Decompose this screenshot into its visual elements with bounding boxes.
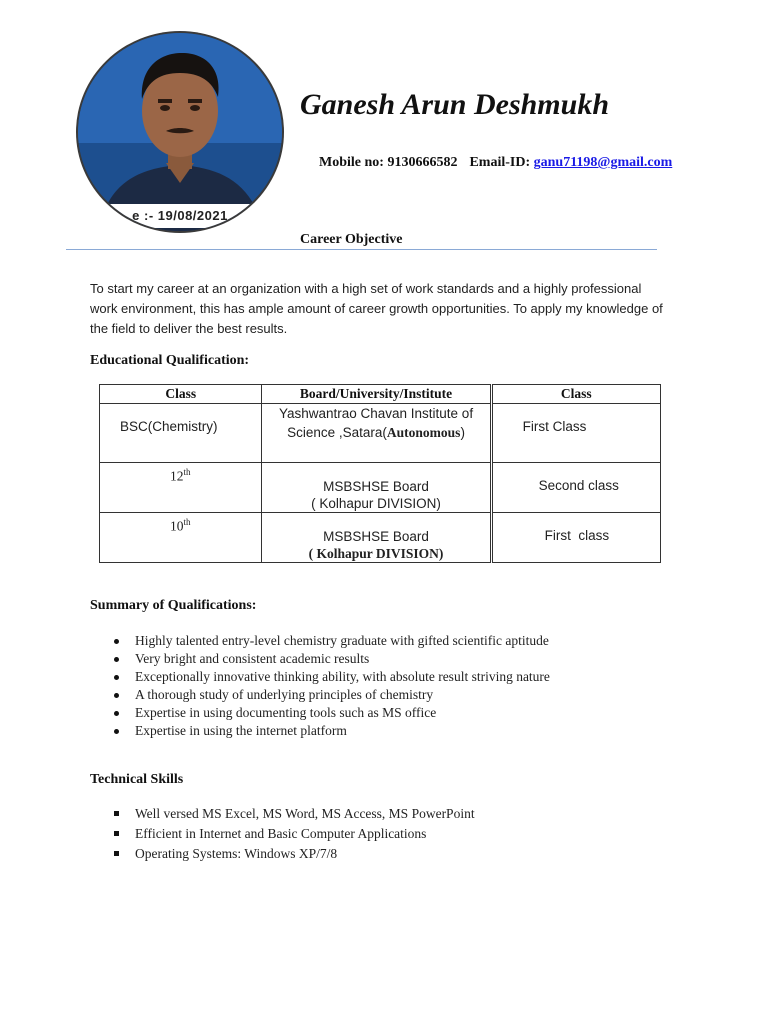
board-text: ) <box>460 425 465 440</box>
table-cell-class <box>100 513 262 563</box>
class-number: 12 <box>170 468 184 484</box>
square-bullet-icon <box>114 831 119 836</box>
list-item-text: Expertise in using the internet platform <box>135 723 347 738</box>
summary-heading: Summary of Qualifications: <box>90 598 257 613</box>
board-line: MSBSHSE Board <box>323 479 429 494</box>
result-value: Second class <box>538 478 619 493</box>
mobile-value: 9130666582 <box>387 155 458 170</box>
bullet-icon <box>114 657 119 662</box>
list-item <box>0 686 700 704</box>
table-cell-board <box>262 404 491 463</box>
person-photo-illustration <box>78 33 282 231</box>
list-item-text: Operating Systems: Windows XP/7/8 <box>135 846 338 861</box>
board-bold-text: Autonomous <box>386 425 461 440</box>
square-bullet-icon <box>114 811 119 816</box>
list-item <box>0 844 700 864</box>
board-text: Science ,Satara( <box>287 425 387 440</box>
table-cell-board <box>262 463 491 513</box>
technical-skills-list <box>0 804 700 864</box>
technical-skills-heading: Technical Skills <box>90 772 184 787</box>
bullet-icon <box>114 675 119 680</box>
table-cell-result <box>491 513 660 563</box>
list-item-text: Highly talented entry-level chemistry graduate with gifted scientific aptitude <box>135 633 549 648</box>
bullet-icon <box>114 639 119 644</box>
column-header: Class <box>491 385 660 404</box>
list-item <box>0 704 700 722</box>
class-value: BSC(Chemistry) <box>120 419 218 434</box>
list-item-text: Efficient in Internet and Basic Computer Applications <box>135 826 427 841</box>
objective-line: work environment, this has ample amount of career growth opportunities. To apply my knowledge of <box>90 301 663 316</box>
list-item <box>0 824 700 844</box>
table-row <box>100 404 661 463</box>
bullet-icon <box>114 711 119 716</box>
table-row <box>100 463 661 513</box>
education-table <box>99 384 661 563</box>
career-objective-text <box>90 279 690 339</box>
profile-photo <box>78 33 282 231</box>
class-value <box>100 513 261 535</box>
bullet-icon <box>114 729 119 734</box>
board-line: ( Kolhapur DIVISION) <box>311 496 441 511</box>
list-item <box>0 632 700 650</box>
column-header: Class <box>100 385 262 404</box>
bullet-icon <box>114 693 119 698</box>
list-item <box>0 650 700 668</box>
board-line: ( Kolhapur DIVISION) <box>308 546 444 561</box>
list-item-text: A thorough study of underlying principles of chemistry <box>135 687 434 702</box>
square-bullet-icon <box>114 851 119 856</box>
table-cell-class <box>100 463 262 513</box>
contact-line <box>319 155 672 171</box>
table-cell-result <box>491 463 660 513</box>
summary-list <box>0 632 700 740</box>
table-header-row <box>100 385 661 404</box>
mobile-label: Mobile no: <box>319 155 384 170</box>
board-line: Yashwantrao Chavan Institute of <box>278 406 474 421</box>
list-item <box>0 804 700 824</box>
education-heading: Educational Qualification: <box>90 353 250 368</box>
table-cell-result <box>491 404 660 463</box>
email-label: Email-ID: <box>469 155 531 170</box>
class-suffix: th <box>183 517 191 527</box>
result-value: First Class <box>522 419 587 434</box>
table-row <box>100 513 661 563</box>
list-item <box>0 668 700 686</box>
board-line: MSBSHSE Board <box>323 529 429 544</box>
list-item-text: Very bright and consistent academic results <box>135 651 370 666</box>
photo-date-stamp: e :- 19/08/2021 <box>78 204 282 228</box>
table-cell-class <box>100 404 262 463</box>
career-objective-heading: Career Objective <box>300 232 403 247</box>
class-value <box>100 463 261 485</box>
board-line <box>262 423 489 442</box>
table-cell-board <box>262 513 491 563</box>
candidate-name: Ganesh Arun Deshmukh <box>300 88 610 121</box>
list-item-text: Expertise in using documenting tools such as MS office <box>135 705 437 720</box>
email-link[interactable]: ganu71198@gmail.com <box>533 155 673 170</box>
column-header: Board/University/Institute <box>262 385 491 404</box>
class-suffix: th <box>183 467 191 477</box>
header-divider <box>66 249 657 250</box>
list-item-text: Exceptionally innovative thinking ability, with absolute result striving nature <box>135 669 550 684</box>
result-value: First class <box>544 528 610 543</box>
objective-line: To start my career at an organization with a high set of work standards and a highly professional <box>90 281 642 296</box>
list-item <box>0 722 700 740</box>
objective-line: the field to deliver the best results. <box>90 321 288 336</box>
list-item-text: Well versed MS Excel, MS Word, MS Access, MS PowerPoint <box>135 806 475 821</box>
class-number: 10 <box>170 518 184 534</box>
